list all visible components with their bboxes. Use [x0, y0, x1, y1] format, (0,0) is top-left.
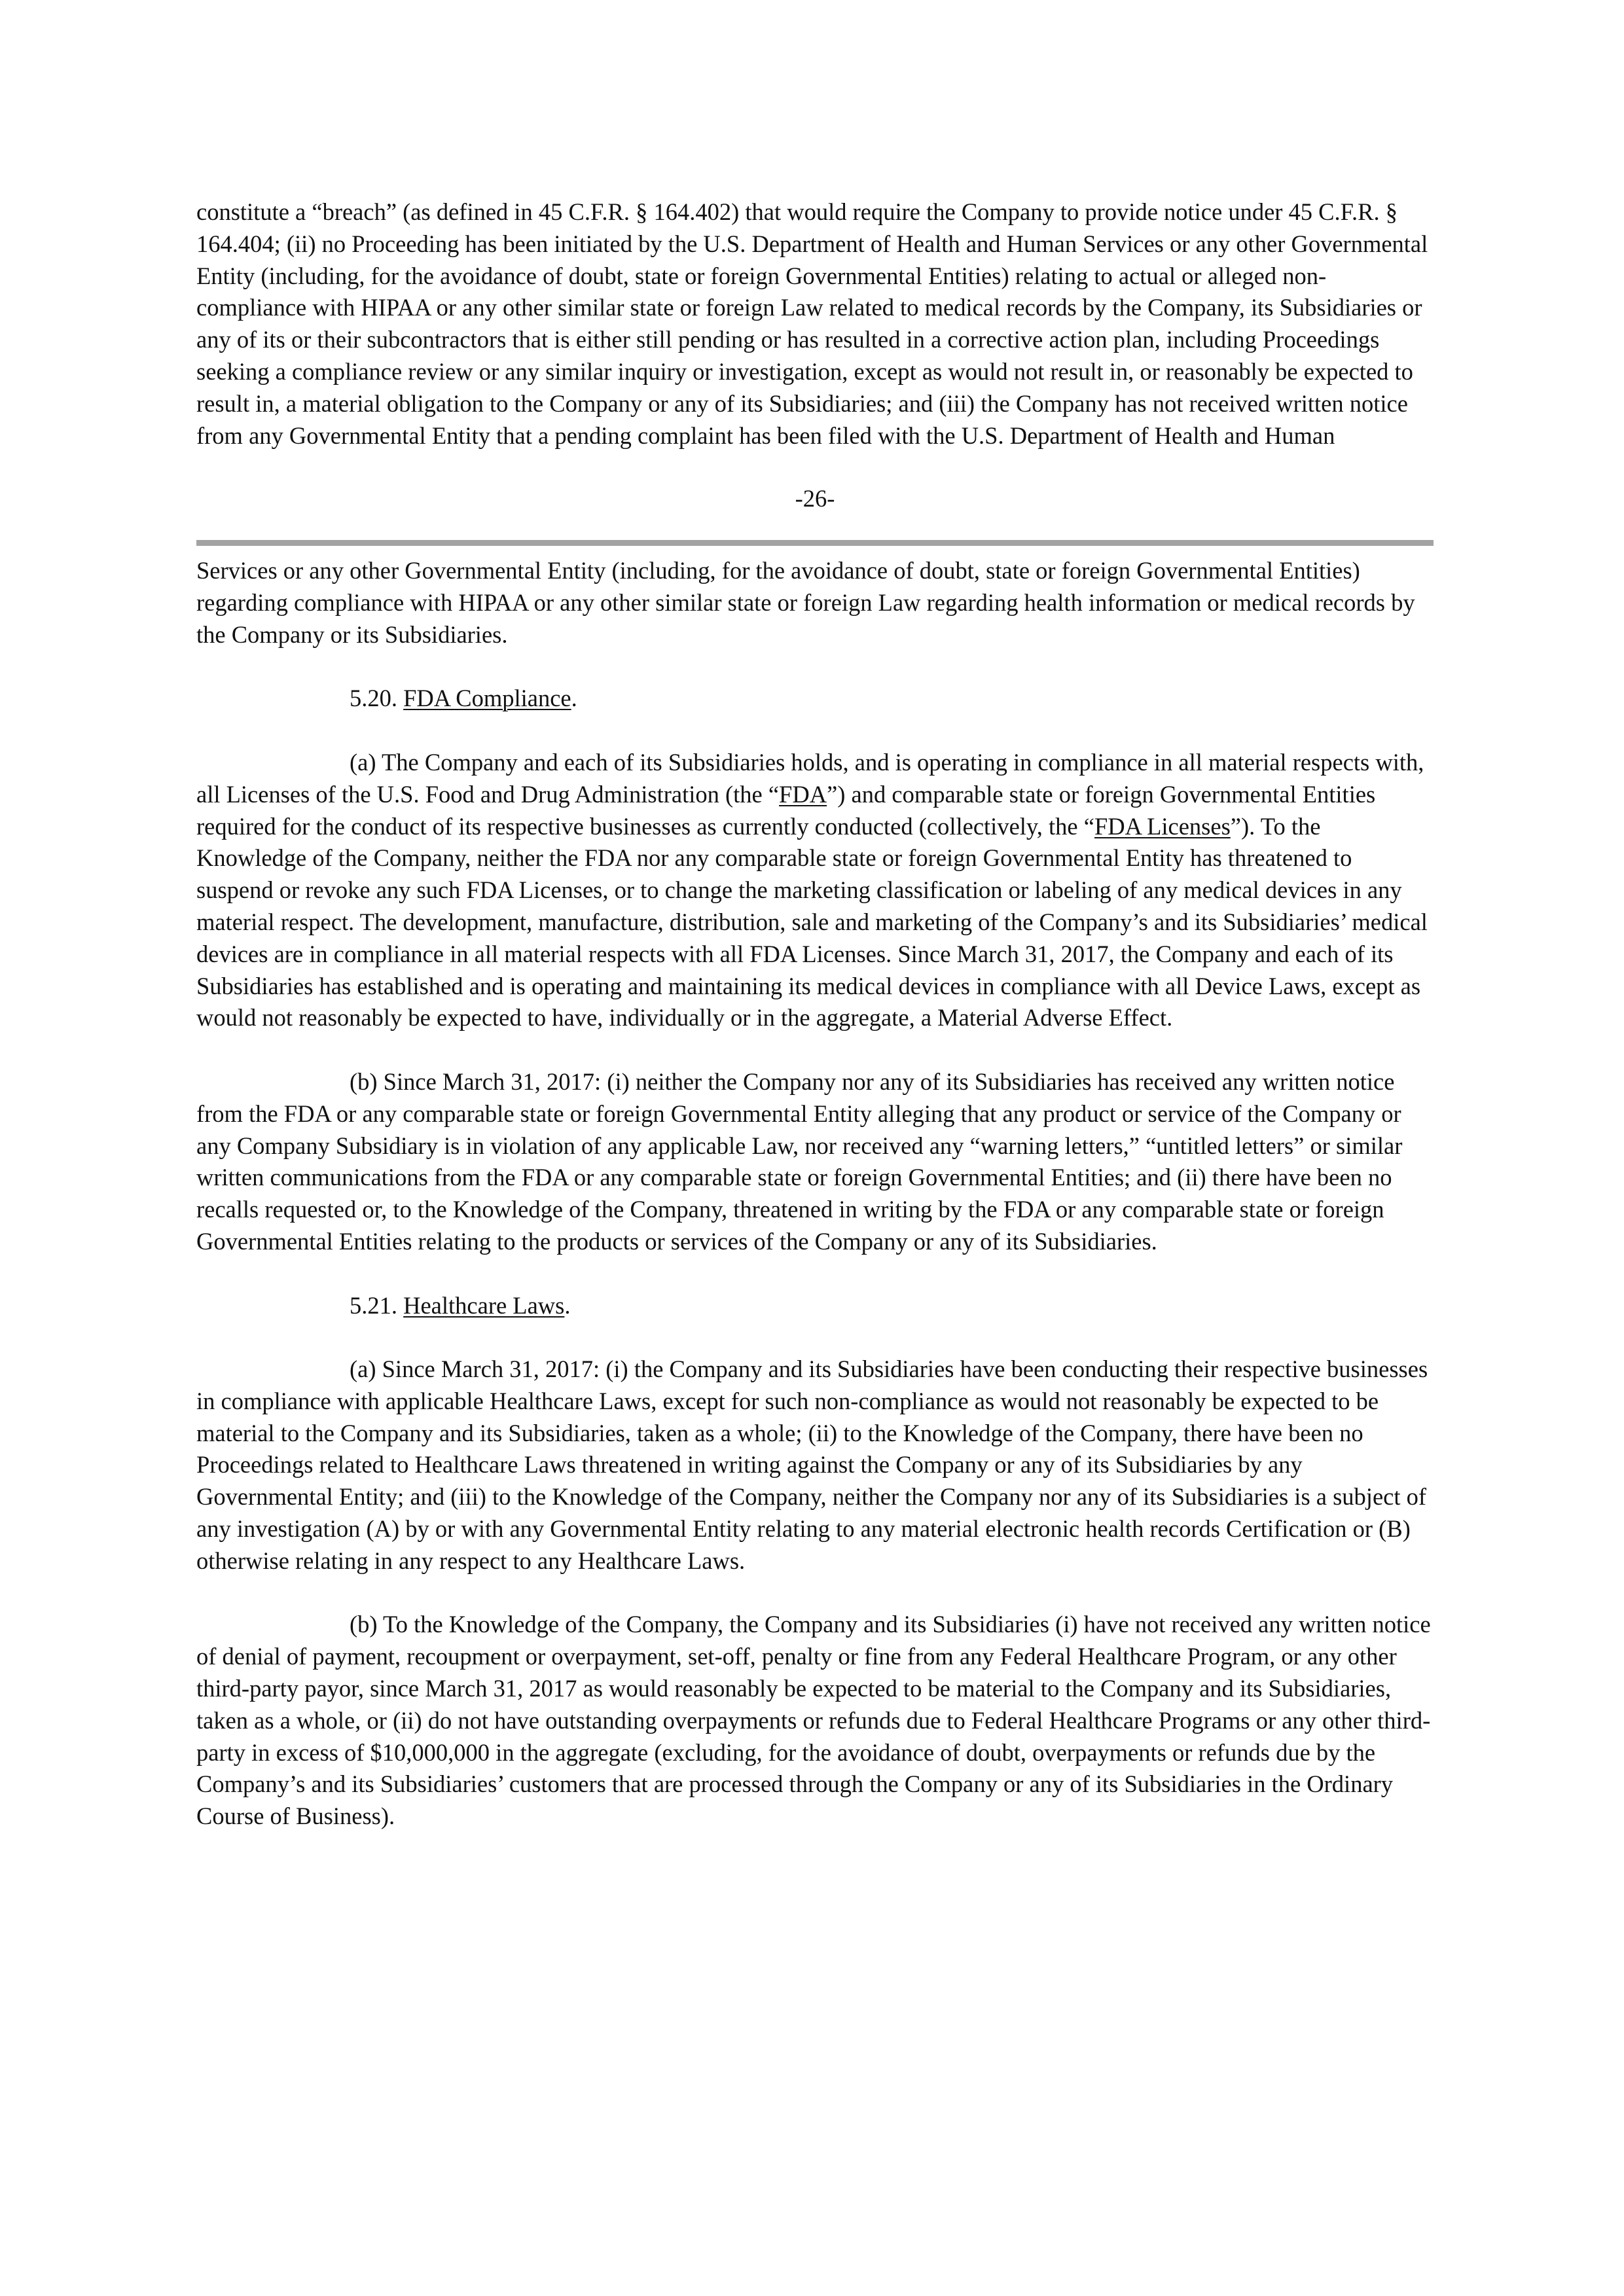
section-title: FDA Compliance	[403, 685, 571, 712]
paragraph-5-21-b: (b) To the Knowledge of the Company, the Company and its Subsidiaries (i) have not received any written notice of denial of payment, recoupment or overpayment, set-off, penalty or fine from any Federal Healthcare Program, or any other third-party payor, since March 31, 2017 as would reasonably be expected to be material to the Company and its Subsidiaries, taken as a whole, or (ii) do not have outstanding overpayments or refunds due to Federal Healthcare Programs or any other third-party in excess of $10,000,000 in the aggregate (excluding, for the avoidance of doubt, overpayments or refunds due by the Company’s and its Subsidiaries’ customers that are processed through the Company or any of its Subsidiaries in the Ordinary Course of Business).	[196, 1611, 1431, 1830]
section-title: Healthcare Laws	[403, 1291, 565, 1319]
defined-term-fda: FDA	[779, 780, 827, 808]
paragraph-5-20-a	[196, 747, 1434, 1034]
section-number: 5.20.	[350, 685, 404, 712]
section-title-end: .	[571, 685, 577, 712]
top-paragraph: constitute a “breach” (as defined in 45 C.F.R. § 164.402) that would require the Company to provide notice under 45 C.F.R. § 164.404; (ii) no Proceeding has been initiated by the U.S. Department of Health and Human Services or any other Governmental Entity (including, for the avoidance of doubt, state or foreign Governmental Entities) relating to actual or alleged non-compliance with HIPAA or any other similar state or foreign Law related to medical records by the Company, its Subsidiaries or any of its or their subcontractors that is either still pending or has resulted in a corrective action plan, including Proceedings seeking a compliance review or any similar inquiry or investigation, except as would not result in, or reasonably be expected to result in, a material obligation to the Company or any of its Subsidiaries; and (iii) the Company has not received written notice from any Governmental Entity that a pending complaint has been filed with the U.S. Department of Health and Human	[196, 198, 1428, 449]
section-title-end: .	[564, 1291, 571, 1319]
text-run: ”) and comparable state or foreign Governmental Entities required for the conduct of its respective businesses as currently conducted (collectively, the “	[196, 780, 1376, 840]
page-break-divider	[196, 540, 1434, 546]
continuation-paragraph: Services or any other Governmental Entity (including, for the avoidance of doubt, state or foreign Governmental Entities) regarding compliance with HIPAA or any other similar state or foreign Law regarding health information or medical records by the Company or its Subsidiaries.	[196, 557, 1415, 648]
section-number: 5.21.	[350, 1291, 404, 1319]
text-run: (a) The Company and each of its Subsidiaries holds, and is operating in compliance in all material respects with, all Licenses of the U.S. Food and Drug Administration (the “	[196, 748, 1424, 808]
paragraph-5-20-b: (b) Since March 31, 2017: (i) neither the Company nor any of its Subsidiaries has received any written notice from the FDA or any comparable state or foreign Governmental Entity alleging that any product or service of the Company or any Company Subsidiary is in violation of any applicable Law, nor received any “warning letters,” “untitled letters” or similar written communications from the FDA or any comparable state or foreign Governmental Entities; and (ii) there have been no recalls requested or, to the Knowledge of the Company, threatened in writing by the FDA or any comparable state or foreign Governmental Entities relating to the products or services of the Company or any of its Subsidiaries.	[196, 1067, 1403, 1255]
defined-term-fda-licenses: FDA Licenses	[1094, 812, 1231, 840]
section-heading-5-20	[196, 683, 1434, 715]
paragraph-5-21-a: (a) Since March 31, 2017: (i) the Company and its Subsidiaries have been conducting their respective businesses in compliance with applicable Healthcare Laws, except for such non-compliance as would not reasonably be expected to be material to the Company and its Subsidiaries, taken as a whole; (ii) to the Knowledge of the Company, there have been no Proceedings related to Healthcare Laws threatened in writing against the Company or any of its Subsidiaries by any Governmental Entity; and (iii) to the Knowledge of the Company, neither the Company nor any of its Subsidiaries is a subject of any investigation (A) by or with any Governmental Entity relating to any material electronic health records Certification or (B) otherwise relating in any respect to any Healthcare Laws.	[196, 1355, 1428, 1574]
section-heading-5-21	[196, 1290, 1434, 1322]
page-number: -26-	[795, 485, 835, 512]
text-run: ”). To the Knowledge of the Company, neither the FDA nor any comparable state or foreign Governmental Entity has threatened to suspend or revoke any such FDA Licenses, or to change the marketing classification or labeling of any medical devices in any material respect. The development, manufacture, distribution, sale and marketing of the Company’s and its Subsidiaries’ medical devices are in compliance in all material respects with all FDA Licenses. Since March 31, 2017, the Company and each of its Subsidiaries has established and is operating and maintaining its medical devices in compliance with all Device Laws, except as would not reasonably be expected to have, individually or in the aggregate, a Material Adverse Effect.	[196, 812, 1428, 1031]
document-page	[196, 196, 1434, 1833]
